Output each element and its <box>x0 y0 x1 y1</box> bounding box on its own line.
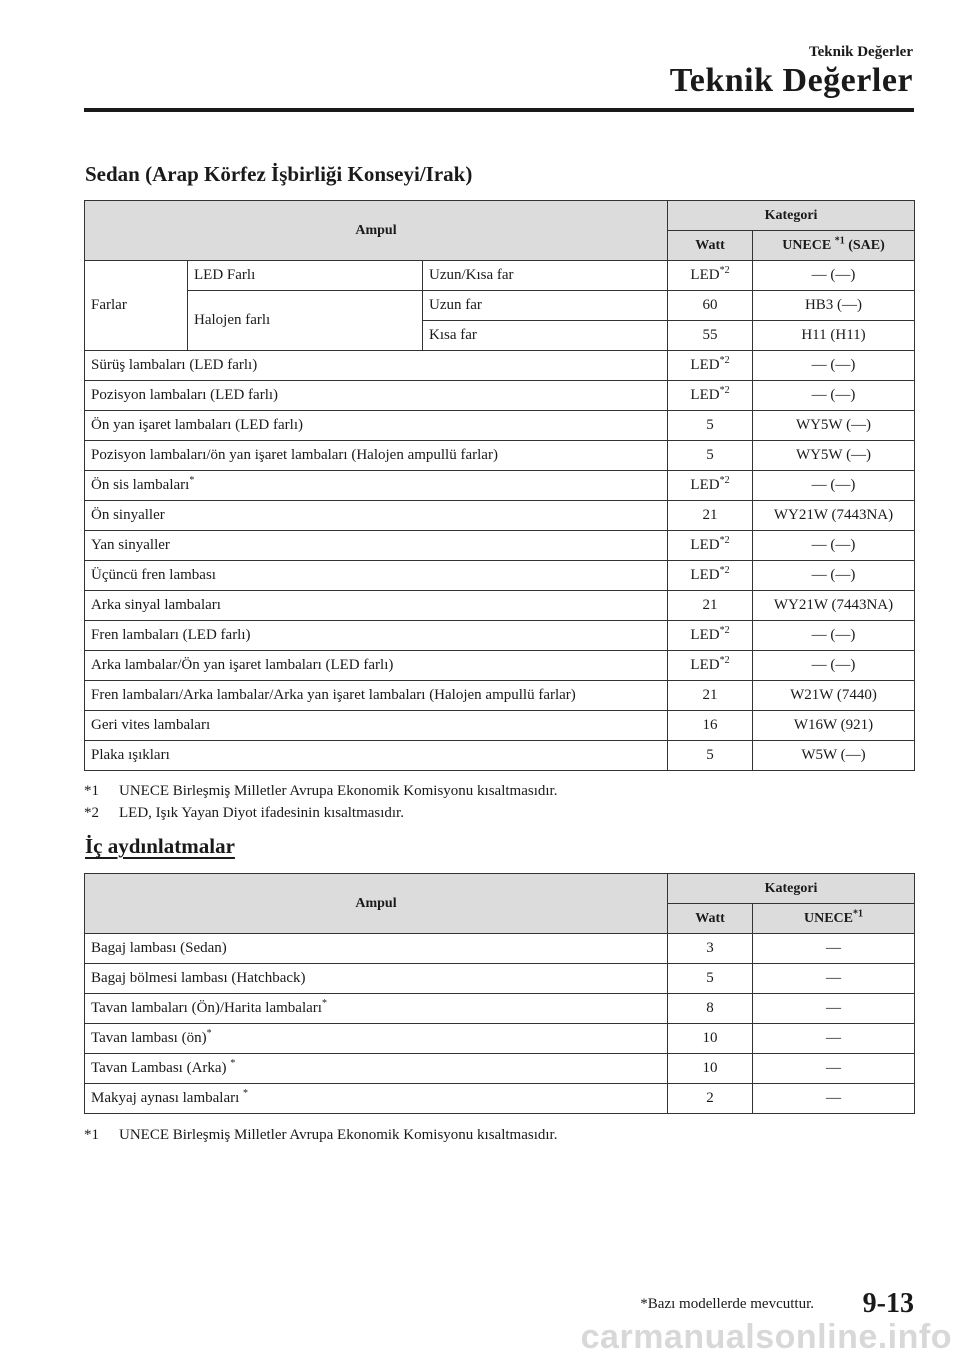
bulb-name-cell <box>85 934 668 964</box>
watt-cell <box>668 621 753 651</box>
bulb-name: Pozisyon lambaları/ön yan işaret lambaları (Halojen ampullü farlar) <box>91 447 498 463</box>
unece-cell: — (—) <box>753 381 915 411</box>
bulb-name-cell <box>85 741 668 771</box>
bulb-name-footnote: * <box>189 475 195 486</box>
watt-footnote: *2 <box>719 385 730 396</box>
bulb-name: Yan sinyaller <box>91 537 170 553</box>
watt-cell: 5 <box>668 964 753 994</box>
watt-cell: 60 <box>668 291 753 321</box>
unece-cell: — (—) <box>753 471 915 501</box>
table-row <box>85 651 915 681</box>
unece-cell: — (—) <box>753 621 915 651</box>
watt-value: LED <box>690 387 720 403</box>
exterior-bulb-table <box>84 200 915 771</box>
watt-cell: 3 <box>668 934 753 964</box>
bulb-name: Fren lambaları/Arka lambalar/Arka yan işaret lambaları (Halojen ampullü farlar) <box>91 687 576 703</box>
table-row <box>85 501 915 531</box>
watt-value: 5 <box>706 417 714 433</box>
section-title-sedan: Sedan (Arap Körfez İşbirliği Konseyi/Irak) <box>85 162 473 186</box>
bulb-name-footnote: * <box>321 998 327 1009</box>
unece-cell: — (—) <box>753 531 915 561</box>
table-row <box>85 441 915 471</box>
footnote-text: UNECE Birleşmiş Milletler Avrupa Ekonomik Komisyonu kısaltmasıdır. <box>119 1127 558 1143</box>
watt-value: LED <box>690 477 720 493</box>
bulb-name: Makyaj aynası lambaları <box>91 1090 244 1106</box>
bulb-name: Bagaj bölmesi lambası (Hatchback) <box>91 970 306 986</box>
watt-value: LED <box>690 537 720 553</box>
header-unece <box>753 231 915 261</box>
watt-cell: 2 <box>668 1084 753 1114</box>
bulb-name-cell <box>85 591 668 621</box>
header-kategori: Kategori <box>668 874 915 904</box>
bulb-name: Bagaj lambası (Sedan) <box>91 940 227 956</box>
bulb-name-cell <box>85 441 668 471</box>
bulb-name-footnote: * <box>206 1028 212 1039</box>
bulb-name: Üçüncü fren lambası <box>91 567 216 583</box>
bulb-name-cell <box>85 561 668 591</box>
bulb-name: Ön sis lambaları <box>91 477 190 493</box>
watt-cell: 8 <box>668 994 753 1024</box>
table-row <box>85 711 915 741</box>
watermark: carmanualsonline.info <box>580 1318 952 1356</box>
farlar-label: Farlar <box>85 261 188 351</box>
watt-cell <box>668 531 753 561</box>
bulb-name-cell <box>85 1024 668 1054</box>
bulb-name-cell <box>85 1084 668 1114</box>
table-row <box>85 591 915 621</box>
watt-value: LED <box>690 567 720 583</box>
table-row <box>85 381 915 411</box>
unece-cell: WY5W (—) <box>753 441 915 471</box>
footnote-key: *1 <box>84 1127 99 1143</box>
watt-value: 21 <box>702 597 718 613</box>
watt-value: LED <box>690 267 720 283</box>
watt-value: LED <box>690 657 720 673</box>
table-row <box>85 561 915 591</box>
bulb-name-cell <box>85 531 668 561</box>
bulb-name: Sürüş lambaları (LED farlı) <box>91 357 258 373</box>
table-row <box>85 411 915 441</box>
watt-value: 21 <box>702 507 718 523</box>
watt-cell <box>668 501 753 531</box>
table-row <box>85 1054 915 1084</box>
watt-footnote: *2 <box>719 355 730 366</box>
watt-cell <box>668 351 753 381</box>
bulb-name: Fren lambaları (LED farlı) <box>91 627 251 643</box>
watt-footnote: *2 <box>719 535 730 546</box>
watt-footnote: *2 <box>719 265 730 276</box>
bulb-name-cell <box>85 681 668 711</box>
watt-cell <box>668 261 753 291</box>
led-far-type: Uzun/Kısa far <box>423 261 668 291</box>
bulb-name-footnote: * <box>230 1058 236 1069</box>
footnote <box>84 1124 557 1146</box>
running-header: Teknik Değerler <box>808 44 913 60</box>
bulb-name: Arka sinyal lambaları <box>91 597 221 613</box>
watt-value: 16 <box>702 717 718 733</box>
unece-cell: WY21W (7443NA) <box>753 591 915 621</box>
header-watt: Watt <box>668 904 753 934</box>
watt-value: LED <box>690 357 720 373</box>
watt-cell <box>668 591 753 621</box>
bulb-name: Plaka ışıkları <box>91 747 170 763</box>
header-unece-footnote: *1 <box>853 907 863 919</box>
unece-cell: — <box>753 934 915 964</box>
section-title-interior: İç aydınlatmalar <box>85 834 235 858</box>
bulb-name: Ön sinyaller <box>91 507 165 523</box>
watt-cell <box>668 381 753 411</box>
watt-value: LED <box>690 627 720 643</box>
bulb-name-cell <box>85 994 668 1024</box>
bulb-name-cell <box>85 1054 668 1084</box>
unece-cell: — (—) <box>753 261 915 291</box>
footnote-text: UNECE Birleşmiş Milletler Avrupa Ekonomik Komisyonu kısaltmasıdır. <box>119 783 558 799</box>
table-row <box>85 741 915 771</box>
watt-footnote: *2 <box>719 655 730 666</box>
table-row <box>85 934 915 964</box>
table-row <box>85 621 915 651</box>
watt-cell: 55 <box>668 321 753 351</box>
bulb-name-cell <box>85 411 668 441</box>
header-unece <box>753 904 915 934</box>
watt-cell <box>668 681 753 711</box>
header-unece-label: UNECE <box>782 237 832 253</box>
table-header-row <box>85 874 915 904</box>
watt-cell: 10 <box>668 1054 753 1084</box>
table-row <box>85 261 915 291</box>
watt-cell <box>668 561 753 591</box>
unece-cell: H11 (H11) <box>753 321 915 351</box>
bulb-name-cell <box>85 711 668 741</box>
header-watt: Watt <box>668 231 753 261</box>
unece-cell: — <box>753 1054 915 1084</box>
bulb-name-cell <box>85 471 668 501</box>
watt-footnote: *2 <box>719 565 730 576</box>
halojen-label: Halojen farlı <box>188 291 423 351</box>
unece-cell: WY21W (7443NA) <box>753 501 915 531</box>
watt-cell <box>668 651 753 681</box>
unece-cell: — <box>753 994 915 1024</box>
table-row <box>85 1024 915 1054</box>
availability-note: *Bazı modellerde mevcuttur. <box>640 1296 814 1312</box>
bulb-name-cell <box>85 501 668 531</box>
watt-cell <box>668 711 753 741</box>
table-row <box>85 994 915 1024</box>
table-row <box>85 291 915 321</box>
page-number: 9-13 <box>862 1288 914 1319</box>
unece-cell: — <box>753 964 915 994</box>
bulb-name: Pozisyon lambaları (LED farlı) <box>91 387 279 403</box>
bulb-name: Tavan Lambası (Arka) <box>91 1060 231 1076</box>
bulb-name: Tavan lambası (ön) <box>91 1030 207 1046</box>
footnotes-exterior <box>84 780 557 824</box>
bulb-name-cell <box>85 381 668 411</box>
footnotes-interior <box>84 1124 557 1146</box>
unece-cell: WY5W (—) <box>753 411 915 441</box>
table-row <box>85 531 915 561</box>
watt-cell <box>668 441 753 471</box>
watt-footnote: *2 <box>719 625 730 636</box>
watt-cell <box>668 471 753 501</box>
watt-value: 5 <box>706 747 714 763</box>
header-rule <box>84 108 914 112</box>
table-header-row <box>85 201 915 231</box>
watt-cell: 10 <box>668 1024 753 1054</box>
bulb-name-footnote: * <box>243 1088 249 1099</box>
unece-cell: W16W (921) <box>753 711 915 741</box>
footnote <box>84 780 557 802</box>
table-row <box>85 1084 915 1114</box>
footnote-key: *1 <box>84 783 99 799</box>
kisa-far-label: Kısa far <box>423 321 668 351</box>
unece-cell: HB3 (—) <box>753 291 915 321</box>
table-row <box>85 681 915 711</box>
bulb-name-cell <box>85 351 668 381</box>
uzun-far-label: Uzun far <box>423 291 668 321</box>
header-ampul: Ampul <box>85 201 668 261</box>
bulb-name: Ön yan işaret lambaları (LED farlı) <box>91 417 303 433</box>
unece-cell: W21W (7440) <box>753 681 915 711</box>
unece-cell: — <box>753 1084 915 1114</box>
header-unece-footnote: *1 <box>834 234 845 246</box>
bulb-name-cell <box>85 964 668 994</box>
watt-footnote: *2 <box>719 475 730 486</box>
table-row <box>85 351 915 381</box>
table-row <box>85 964 915 994</box>
watt-value: 21 <box>702 687 718 703</box>
unece-cell: — (—) <box>753 651 915 681</box>
led-farli-label: LED Farlı <box>188 261 423 291</box>
unece-cell: W5W (—) <box>753 741 915 771</box>
interior-bulb-table <box>84 873 915 1114</box>
unece-cell: — (—) <box>753 351 915 381</box>
footnote-key: *2 <box>84 805 99 821</box>
header-kategori: Kategori <box>668 201 915 231</box>
bulb-name-cell <box>85 651 668 681</box>
header-unece-sae: (SAE) <box>844 237 885 253</box>
bulb-name: Arka lambalar/Ön yan işaret lambaları (LED farlı) <box>91 657 394 673</box>
table-row <box>85 471 915 501</box>
unece-cell: — <box>753 1024 915 1054</box>
footnote-text: LED, Işık Yayan Diyot ifadesinin kısaltmasıdır. <box>119 805 404 821</box>
watt-cell <box>668 411 753 441</box>
chapter-title: Teknik Değerler <box>669 62 913 99</box>
bulb-name-cell <box>85 621 668 651</box>
unece-cell: — (—) <box>753 561 915 591</box>
bulb-name: Tavan lambaları (Ön)/Harita lambaları <box>91 1000 322 1016</box>
header-ampul: Ampul <box>85 874 668 934</box>
footnote <box>84 802 557 824</box>
watt-value: 5 <box>706 447 714 463</box>
bulb-name: Geri vites lambaları <box>91 717 211 733</box>
watt-cell <box>668 741 753 771</box>
header-unece-label: UNECE <box>803 910 853 926</box>
